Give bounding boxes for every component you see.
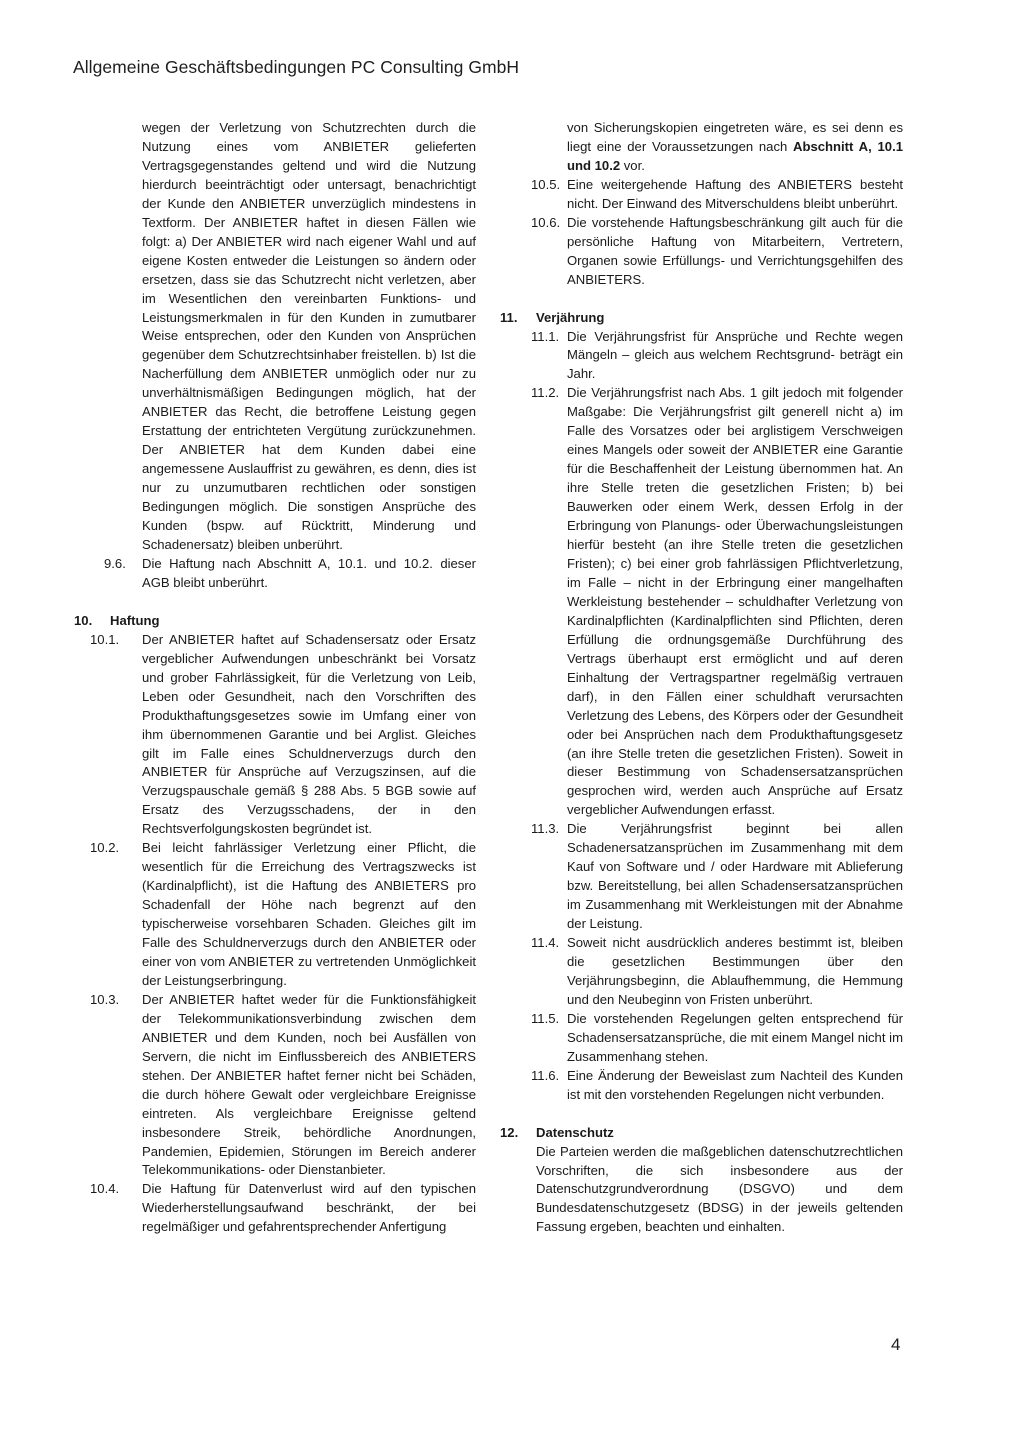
clause-10-5 — [500, 176, 903, 214]
section-heading-10 — [74, 612, 476, 631]
clause-text: Soweit nicht ausdrücklich anderes bestimmt ist, bleiben die gesetzlichen Bestimmungen über den Verjährungsbeginn, die Ablaufhemmung, die Hemmung und den Neubeginn von Fristen unberührt. — [567, 935, 903, 1007]
clause-9-5-continuation — [90, 119, 476, 555]
clause-number: 9.6. — [104, 555, 126, 571]
clause-10-3 — [90, 991, 476, 1181]
clause-text: Die Verjährungsfrist beginnt bei allen Schadenersatzansprüchen im Zusammenhang mit dem Kauf von Software und / oder Hardware mit Ablieferung bzw. Bereitstellung, bei allen Schadensersatzansprüchen im Zusammenhang mit Werkleistungen mit der Abnahme der Leistung. — [567, 821, 903, 932]
section-12-text: Die Parteien werden die maßgeblichen datenschutzrechtlichen Vorschriften, die sich insbesondere aus der Datenschutzgrundverordnung (DSGVO) und dem Bundesdatenschutzgesetz (BDSG) in der jeweils geltenden Fassung ergeben, beachten und einhalten. — [536, 1143, 903, 1235]
clause-reference-bold: Abschnitt A, 10.1 und 10.2 — [567, 138, 903, 173]
clause-number: 10.1. — [90, 631, 120, 647]
clause-text — [567, 119, 903, 176]
clause-text: wegen der Verletzung von Schutzrechten durch die Nutzung eines vom ANBIETER gelieferten Vertragsgegenstandes geltend und wird die Nutzung hierdurch beeinträchtigt oder untersagt, benachrichtigt der Kunde den ANBIETER unverzüglich mindestens in Textform. Der ANBIETER haftet in diesen Fällen wie folgt: a) Der ANBIETER wird nach eigener Wahl und auf eigene Kosten entweder die Leistungen so ändern oder ersetzen, dass sie das Schutzrecht nicht verletzen, aber im Wesentlichen den vereinbarten Funktions- und Leistungsmerkmalen in für den Kunden in zumutbarer Weise entsprechen, oder den Kunden von Ansprüchen gegenüber dem Schutzrechtsinhaber freistellen. b) Ist die Nacherfüllung dem ANBIETER unmöglich oder nur zu unverhältnismäßigen Bedingungen möglich, hat der ANBIETER das Recht, die betroffene Leistung gegen Erstattung der entrichteten Vergütung zurückzunehmen. Der ANBIETER hat dem Kunden dabei eine angemessene Auslauffrist zu gewähren, es denn, dies ist nur zu unzumutbaren rechtlichen oder sonstigen Bedingungen möglich. Die sonstigen Ansprüche des Kunden (bspw. auf Rücktritt, Minderung und Schadenersatz) bleiben unberührt. — [142, 120, 476, 552]
clause-number: 10.5. — [531, 176, 561, 192]
left-column — [74, 119, 476, 1237]
clause-9-6 — [90, 555, 476, 593]
document-header-title: Allgemeine Geschäftsbedingungen PC Consulting GmbH — [73, 57, 520, 77]
clause-number: 10.3. — [90, 991, 120, 1007]
clause-10-4 — [90, 1180, 476, 1237]
right-column — [500, 119, 903, 1237]
clause-text: Die Verjährungsfrist für Ansprüche und Rechte wegen Mängeln – gleich aus welchem Rechtsgrund- beträgt ein Jahr. — [567, 328, 903, 382]
clause-number: 11.1. — [531, 328, 560, 344]
section-number: 11. — [500, 309, 518, 325]
clause-11-2 — [500, 384, 903, 820]
clause-number: 11.3. — [531, 821, 560, 837]
clause-number: 11.2. — [531, 385, 560, 401]
clause-11-5 — [500, 1010, 903, 1067]
section-title: Haftung — [110, 612, 160, 628]
clause-text-part: vor. — [620, 157, 645, 173]
clause-11-6 — [500, 1067, 903, 1105]
clause-text: Eine weitergehende Haftung des ANBIETERS besteht nicht. Der Einwand des Mitverschuldens bleibt unberührt. — [567, 176, 903, 211]
clause-text: Die Haftung für Datenverlust wird auf den typischen Wiederherstellungsaufwand beschränkt, der bei regelmäßiger und gefahrentsprechender Anfertigung — [142, 1181, 476, 1235]
section-title: Datenschutz — [536, 1124, 614, 1140]
clause-11-3 — [500, 820, 903, 934]
clause-10-2 — [90, 839, 476, 991]
clause-10-4-continuation — [500, 119, 903, 176]
clause-text: Die Haftung nach Abschnitt A, 10.1. und 10.2. dieser AGB bleibt unberührt. — [142, 555, 476, 590]
clause-text: Die Verjährungsfrist nach Abs. 1 gilt jedoch mit folgender Maßgabe: Die Verjährungsfrist gilt generell nicht a) im Falle des Vorsatzes oder bei arglistigem Verschweigen eines Mangels oder soweit der ANBIETER eine Garantie für die Beschaffenheit der Leistung übernommen hat. An ihre Stelle treten die gesetzlichen Fristen; b) bei Bauwerken oder einem Werk, dessen Erfolg in der Erbringung von Planungs- oder Überwachungsleistungen hierfür besteht (an ihre Stelle treten die gesetzlichen Fristen); c) bei einer grob fahrlässigen Pflichtverletzung, im Falle – nicht in der Erbringung einer mangelhaften Werkleistung bestehender – schuldhafter Verletzung von Kardinalpflichten (Kardinalpflichten sind Pflichten, deren Erfüllung die ordnungsgemäße Durchführung des Vertrags überhaupt erst ermöglicht und auf deren Einhaltung der Vertragspartner regelmäßig vertrauen darf), in den Fällen einer schuldhaft verursachten Verletzung des Lebens, des Körpers oder der Gesundheit oder bei Ansprüchen nach dem Produkthaftungsgesetz (an ihre Stelle treten die gesetzlichen Fristen). Soweit in dieser Bestimmung von Schadensersatzansprüchen gesprochen wird, werden auch Ansprüche auf Ersatz vergeblicher Aufwendungen erfasst. — [567, 385, 903, 818]
clause-10-1 — [90, 631, 476, 839]
clause-number: 10.4. — [90, 1181, 120, 1197]
clause-number: 10.2. — [90, 840, 120, 856]
clause-text: Die vorstehende Haftungsbeschränkung gilt auch für die persönliche Haftung von Mitarbeitern, Vertretern, Organen sowie Erfüllungs- und Verrichtungsgehilfen des ANBIETERS. — [567, 214, 903, 287]
section-number: 10. — [74, 612, 93, 628]
section-title: Verjährung — [536, 309, 605, 325]
clause-text-part: von Sicherungskopien eingetreten wäre, es sei denn es liegt eine der Voraussetzungen nach — [567, 120, 903, 154]
clause-number: 10.6. — [531, 214, 561, 230]
clause-11-4 — [500, 934, 903, 1010]
clause-text: Der ANBIETER haftet weder für die Funktionsfähigkeit der Telekommunikationsverbindung zwischen dem ANBIETER und dem Kunden, noch bei Ausfällen von Servern, die nicht im Einflussbereich des ANBIETERS stehen. Der ANBIETER haftet ferner nicht bei Schäden, die durch höhere Gewalt oder vergleichbare Ereignisse eintreten. Als vergleichbare Ereignisse geltend insbesondere Streik, behördliche Anordnungen, Pandemien, Epidemien, Störungen im Bereich anderer Telekommunikations- oder Dienstanbieter. — [142, 991, 476, 1178]
page-number: 4 — [891, 1335, 901, 1354]
clause-text: Die vorstehenden Regelungen gelten entsprechend für Schadensersatzansprüche, die mit einem Mangel nicht im Zusammenhang stehen. — [567, 1010, 903, 1064]
section-heading-12 — [500, 1124, 903, 1143]
section-heading-11 — [500, 309, 903, 328]
clause-text: Der ANBIETER haftet auf Schadensersatz oder Ersatz vergeblicher Aufwendungen unbeschränkt bei Vorsatz und grober Fahrlässigkeit, für die Verletzung von Leib, Leben oder Gesundheit, nach den Vorschriften des Produkthaftungsgesetzes sowie im Umfang einer von ihm übernommenen Garantie und bei Arglist. Gleiches gilt im Falle eines Schuldnerverzugs durch den ANBIETER für Ansprüche auf Verzugszinsen, auf die Verzugspauschale gemäß § 288 Abs. 5 BGB sowie auf Ersatz des Verzugsschadens, der in den Rechtsverfolgungskosten begründet ist. — [142, 631, 476, 837]
clause-10-6 — [500, 214, 903, 290]
clause-number: 11.6. — [531, 1067, 560, 1083]
clause-11-1 — [500, 328, 903, 385]
clause-number: 11.4. — [531, 935, 560, 951]
clause-text: Bei leicht fahrlässiger Verletzung einer Pflicht, die wesentlich für die Erreichung des Vertragszwecks ist (Kardinalpflicht), ist die Haftung des ANBIETERS pro Schadenfall der Höhe nach begrenzt auf den typischerweise vorsehbaren Schaden. Gleiches gilt im Falle des Schuldnerverzugs durch den ANBIETER oder einer von vom ANBIETER zu vertretenden Unmöglichkeit der Leistungserbringung. — [142, 840, 476, 988]
section-number: 12. — [500, 1124, 519, 1140]
clause-text: Eine Änderung der Beweislast zum Nachteil des Kunden ist mit den vorstehenden Regelungen nicht verbunden. — [567, 1067, 903, 1102]
clause-number: 11.5. — [531, 1010, 560, 1026]
